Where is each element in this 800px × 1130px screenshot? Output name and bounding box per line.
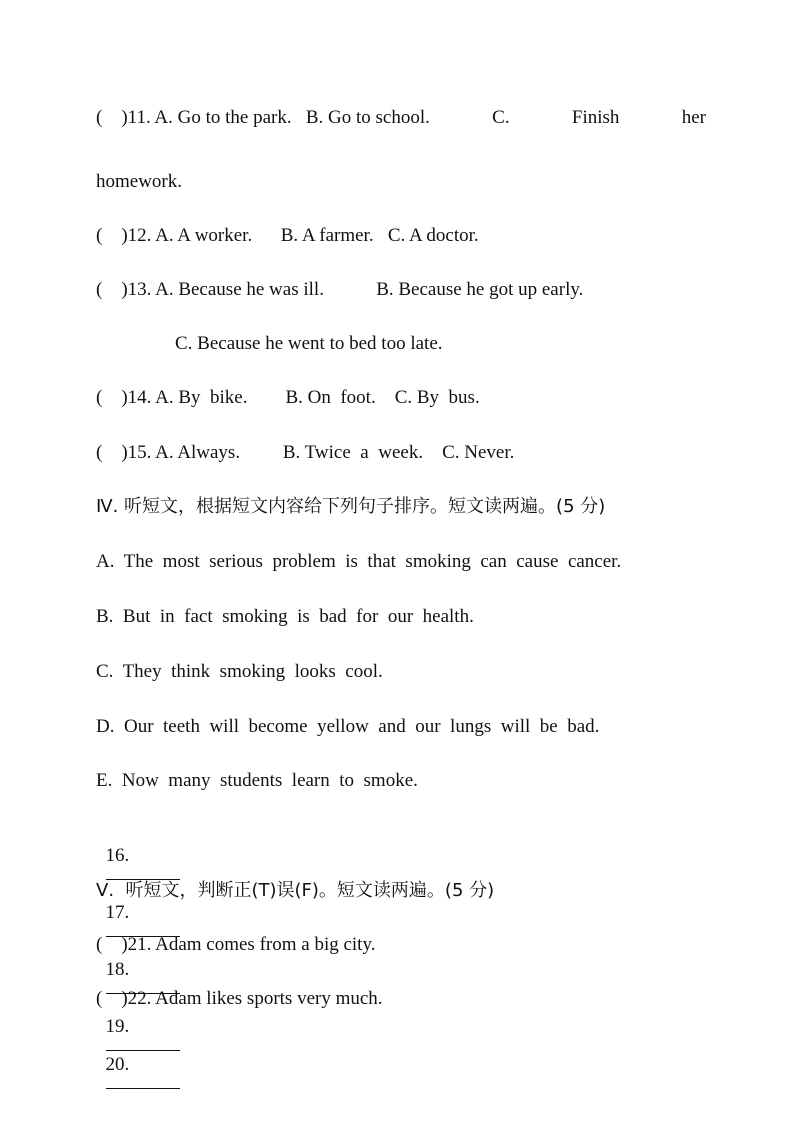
answer-label-20: 20. [105,1054,130,1075]
answer-label-19: 19. [105,1016,130,1037]
section-4-item-c: C. They think smoking looks cool. [96,661,383,682]
question-12: ( )12. A. A worker. B. A farmer. C. A doctor. [96,225,479,246]
question-21: ( )21. Adam comes from a big city. [96,934,376,955]
answer-blanks-row [96,827,180,1093]
q11-stem: ( )11. A. Go to the park. B. Go to school. [96,107,430,128]
answer-label-16: 16. [105,845,130,866]
section-4-title: Ⅳ. 听短文，根据短文内容给下列句子排序。短文读两遍。(5 分) [96,496,606,517]
section-4-item-e: E. Now many students learn to smoke. [96,770,418,791]
q11-option-c-word2: her [681,107,706,128]
answer-label-17: 17. [105,902,130,923]
question-22: ( )22. Adam likes sports very much. [96,988,383,1009]
answer-label-18: 18. [105,959,130,980]
section-4-item-d: D. Our teeth will become yellow and our lungs will be bad. [96,716,600,737]
question-14: ( )14. A. By bike. B. On foot. C. By bus. [96,387,480,408]
answer-blank-20[interactable] [106,1074,180,1089]
q11-option-c-word1: Finish [571,107,620,128]
q11-line [96,108,706,127]
q11-continuation: homework. [96,171,183,192]
section-4-item-b: B. But in fact smoking is bad for our health. [96,606,474,627]
section-5-title: Ⅴ. 听短文，判断正(T)误(F)。短文读两遍。(5 分) [96,880,495,901]
section-4-item-a: A. The most serious problem is that smoking can cause cancer. [96,551,622,572]
question-13: ( )13. A. Because he was ill. B. Because he got up early. [96,279,584,300]
question-13-option-c: C. Because he went to bed too late. [175,333,443,354]
q11-option-c-letter: C. [492,107,510,128]
answer-blank-16[interactable] [106,865,180,880]
question-15: ( )15. A. Always. B. Twice a week. C. Never. [96,442,515,463]
answer-blank-19[interactable] [106,1036,180,1051]
